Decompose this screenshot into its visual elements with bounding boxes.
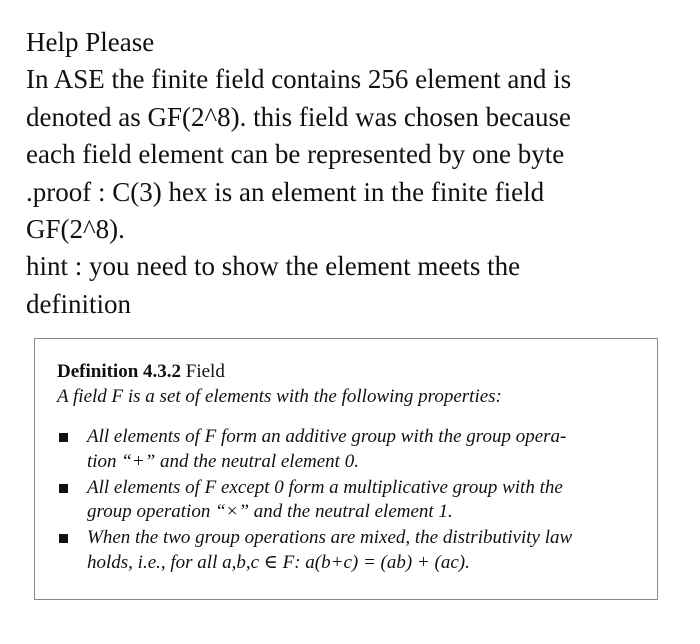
list-item-text: All elements of F form an additive group with the group opera- [87, 426, 567, 447]
question-text [26, 24, 686, 323]
list-item [57, 476, 647, 525]
list-item-text: holds, i.e., for all a,b,c ∈ F: a(b+c) = (ab) + (ac). [87, 551, 470, 573]
question-line: definition [26, 288, 131, 319]
question-line: In ASE the finite field contains 256 element and is [26, 64, 572, 95]
question-line: GF(2^8). [26, 214, 125, 245]
list-item-text: When the two group operations are mixed, the distributivity law [87, 527, 573, 549]
definition-box [34, 338, 658, 600]
question-line: each field element can be represented by one byte [26, 139, 565, 170]
list-item [57, 425, 647, 474]
definition-heading [57, 361, 225, 383]
list-item [57, 526, 647, 575]
list-item-text: tion “+” and the neutral element 0. [87, 450, 359, 472]
square-bullet-icon [59, 433, 68, 442]
definition-subtitle: A field F is a set of elements with the following properties: [57, 386, 502, 407]
definition-number: Definition 4.3.2 [57, 361, 182, 382]
question-line: .proof : C(3) hex is an element in the finite field [26, 176, 545, 207]
square-bullet-icon [59, 534, 68, 543]
list-item-text: group operation “×” and the neutral element 1. [87, 501, 453, 523]
question-line: hint : you need to show the element meets the [26, 251, 521, 282]
square-bullet-icon [59, 484, 68, 493]
definition-properties-list [57, 425, 647, 577]
list-item-text: All elements of F except 0 form a multiplicative group with the [87, 476, 563, 498]
question-line: Help Please [26, 27, 155, 57]
question-line: denoted as GF(2^8). this field was chosen because [26, 101, 572, 132]
definition-name: Field [185, 361, 225, 382]
